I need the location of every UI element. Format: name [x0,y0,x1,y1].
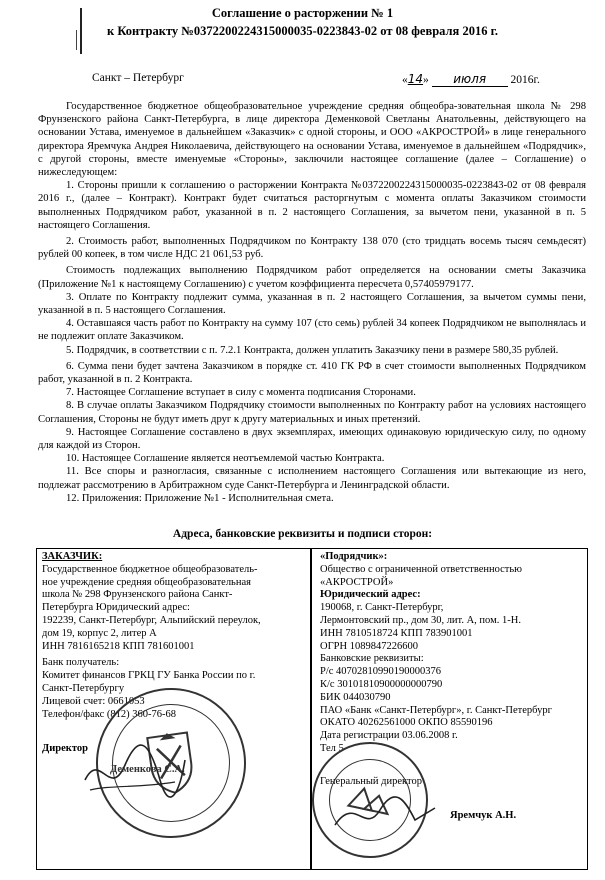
requisites-title: Адреса, банковские реквизиты и подписи сторон: [172,528,433,540]
contractor-handwritten-signature [330,790,440,840]
clause-2: 2. Стоимость работ, выполненных Подрядчиком по Контракту 138 070 (сто тридцать восемь тысяч семьдесят) рублей 00 копеек, в том числе НДС 21 061,53 руб. [38,236,586,261]
contractor-line: Банковские реквизиты: [320,653,424,665]
contractor-line: ОКАТО 40262561000 ОКПО 85590196 [320,717,493,729]
contractor-line: Р/с 40702810990190000376 [320,666,442,678]
clause-2-note: Стоимость подлежащих выполнению Подрядчиком работ определяется на основании сметы Заказчика (Приложение №1 к настоящему Соглашению) с учетом коэффициента пересчета 0,57405979177. [38,265,586,290]
document-subtitle: к Контракту №0372200224315000035-0223843-02 от 08 февраля 2016 г. [107,24,498,38]
contractor-heading: «Подрядчик»: [320,551,388,562]
customer-line: ИНН 7816165218 КПП 781601001 [42,640,195,652]
customer-line: Санкт-Петербургу [42,682,125,694]
date-day: 14 [407,72,424,86]
date-quote-open: « [402,74,408,86]
date-month: июля [432,72,508,87]
agreement-body [38,100,586,505]
clause-8: 8. В случае оплаты Заказчиком Подрядчику стоимости выполненных по Контракту работ на условиях настоящего Соглашения, Стороны не будут иметь друг к другу материальных и иных претензий. [38,400,586,425]
contractor-signature-name: Яремчук А.Н. [450,810,517,821]
customer-signature-name: Деменкова С.А. [110,764,185,775]
document-date [402,72,540,87]
customer-line: ное учреждение средняя общеобразовательная [42,576,251,588]
date-quote-close: » [423,74,429,86]
customer-line: Петербурга Юридический адрес: [42,602,190,614]
clause-10: 10. Настоящее Соглашение является неотъемлемой частью Контракта. [66,453,385,465]
contractor-line: Тел 5 [320,742,344,754]
customer-handwritten-signature [80,740,190,800]
clause-6: 6. Сумма пени будет зачтена Заказчиком в порядке ст. 410 ГК РФ в счет стоимости выполненных Подрядчиком работ, указанной в п. 2 Контракта. [38,360,586,386]
contractor-line: Общество с ограниченной ответственностью [320,563,523,575]
clause-5: 5. Подрядчик, в соответствии с п. 7.2.1 Контракта, должен уплатить Заказчику пени в размере 580,35 рублей. [66,344,559,356]
contractor-line: «АКРОСТРОЙ» [320,576,394,588]
clause-9: 9. Настоящее Соглашение составлено в двух экземплярах, имеющих одинаковую юридическую силу, по одному для каждой из Сторон. [38,426,586,452]
clause-12: 12. Приложения: Приложение №1 - Исполнительная смета. [66,492,334,504]
contractor-line: ИНН 7810518724 КПП 783901001 [320,627,473,639]
customer-signature-label: Директор [42,743,88,755]
customer-line: Лицевой счет: 0661053 [42,695,145,707]
contractor-signature-label: Генеральный директор [320,775,422,787]
clause-11: 11. Все споры и разногласия, связанные с исполнением настоящего Соглашения или вытекающие из него, подлежат рассмотрению в Арбитражном суде Санкт-Петербурга и Ленинградской области. [38,466,586,491]
contractor-line: Лермонтовский пр., дом 30, лит. А, пом. 1-Н. [320,614,521,626]
customer-line: Банк получатель: [42,657,120,669]
customer-line: школа № 298 Фрунзенского района Санкт- [42,589,233,601]
customer-heading: ЗАКАЗЧИК: [42,551,103,562]
customer-line: Государственное бюджетное общеобразователь- [42,563,258,575]
contractor-line: 190068, г. Санкт-Петербург, [320,602,444,614]
table-column-divider [310,548,312,870]
contractor-address-heading: Юридический адрес: [320,589,421,601]
contractor-line: ОГРН 1089847226600 [320,640,418,652]
clause-3: 3. Оплате по Контракту подлежит сумма, указанная в п. 2 настоящего Соглашения, за вычетом суммы пени, указанной в п. 5 настоящего Соглашения. [38,291,586,317]
city-label: Санкт – Петербург [92,72,184,84]
contractor-line: К/с 30101810900000000790 [320,678,443,690]
preamble-paragraph: Государственное бюджетное общеобразовательное учреждение средняя общеобра-зовательная школа № 298 Фрунзенского района Санкт-Петербурга, в лице директора Деменковой Светланы Анатольевны, действующего на основании Устава, именуемое в дальнейшем «Заказчик» с одной стороны, и ООО «АКРОСТРОЙ» в лице генерального директора Яремчука Андрея Николаевича, действующего на основании Устава, именуемое в дальнейшем «Подрядчик», с другой стороны, вместе именуемые «Стороны», заключили настоящее соглашение (далее – Соглашение) о нижеследующем: [38,101,586,179]
document-title: Соглашение о расторжении № 1 [211,6,394,20]
customer-line: дом 19, корпус 2, литер А [42,627,157,639]
date-year: 2016г. [510,74,540,86]
contractor-line: Дата регистрации 03.06.2008 г. [320,730,458,742]
customer-line: 192239, Санкт-Петербург, Альпийский переулок, [42,614,261,626]
clause-7: 7. Настоящее Соглашение вступает в силу с момента подписания Сторонами. [66,387,416,399]
clause-1: 1. Стороны пришли к соглашению о расторжении Контракта №0372200224315000035-0223843-02 от 08 февраля 2016 г., (далее – Контракт). Контракт будет считаться расторгнутым с момента оплаты Заказчиком стоимости выполненных Подрядчиком работ, указанной в п. 2 настоящего Соглашения, за вычетом пени, указанной в п. 5 настоящего Соглашения. [38,180,586,231]
contractor-line: ПАО «Банк «Санкт-Петербург», г. Санкт-Петербург [320,704,552,716]
clause-4: 4. Оставшаяся часть работ по Контракту на сумму 107 (сто семь) рублей 34 копеек Подрядчиком не выполнялась и не подлежит оплате Заказчиком. [38,318,586,343]
contractor-line: БИК 044030790 [320,691,391,703]
customer-line: Комитет финансов ГРКЦ ГУ Банка России по г. [42,670,256,682]
customer-line: Телефон/факс (812) 360-76-68 [42,708,176,720]
